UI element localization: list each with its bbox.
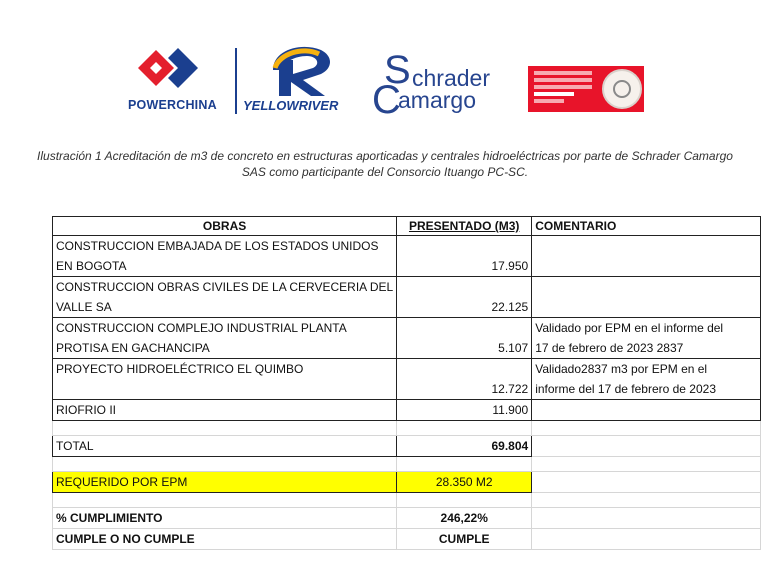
cumplimiento-label: % CUMPLIMIENTO bbox=[53, 508, 397, 529]
header-obras: OBRAS bbox=[53, 217, 397, 236]
obra-value: 5.107 bbox=[397, 338, 532, 359]
table-row bbox=[53, 400, 761, 421]
schrader-initial: S bbox=[384, 48, 411, 92]
concrete-volume-table bbox=[52, 216, 761, 550]
cumple-value: CUMPLE bbox=[397, 529, 532, 550]
obra-name: RIOFRIO II bbox=[53, 400, 397, 421]
obra-name: PROTISA EN GACHANCIPA bbox=[53, 338, 397, 359]
requerido-value: 28.350 M2 bbox=[397, 472, 532, 493]
table-row bbox=[53, 359, 761, 380]
obra-comment: Validado2837 m3 por EPM en el bbox=[532, 359, 761, 380]
obra-value: 11.900 bbox=[397, 400, 532, 421]
header-presentado: PRESENTADO (M3) bbox=[397, 217, 532, 236]
schrader-word: chrader bbox=[412, 65, 490, 91]
obra-comment: Validado por EPM en el informe del bbox=[532, 318, 761, 339]
obra-name bbox=[53, 379, 397, 400]
powerchina-wordmark: POWERCHINA bbox=[128, 98, 217, 112]
bureau-veritas-certification-badge bbox=[528, 66, 644, 112]
obra-name: EN BOGOTA bbox=[53, 256, 397, 277]
requerido-label: REQUERIDO POR EPM bbox=[53, 472, 397, 493]
obra-value: 17.950 bbox=[397, 256, 532, 277]
table-row bbox=[53, 277, 761, 298]
table-row bbox=[53, 256, 761, 277]
cumplimiento-value: 246,22% bbox=[397, 508, 532, 529]
obra-name: VALLE SA bbox=[53, 297, 397, 318]
obra-name: PROYECTO HIDROELÉCTRICO EL QUIMBO bbox=[53, 359, 397, 380]
obra-name: CONSTRUCCION COMPLEJO INDUSTRIAL PLANTA bbox=[53, 318, 397, 339]
table-row bbox=[53, 379, 761, 400]
certification-text-lines bbox=[534, 71, 592, 106]
logo-bar bbox=[0, 0, 770, 130]
table-row bbox=[53, 297, 761, 318]
cumple-label: CUMPLE O NO CUMPLE bbox=[53, 529, 397, 550]
table-row bbox=[53, 236, 761, 257]
obra-comment: 17 de febrero de 2023 2837 bbox=[532, 338, 761, 359]
obra-comment bbox=[532, 236, 761, 257]
header-comentario: COMENTARIO bbox=[532, 217, 761, 236]
yellowriver-wordmark: YELLOWRIVER bbox=[243, 98, 339, 113]
obra-comment bbox=[532, 297, 761, 318]
requerido-row bbox=[53, 472, 761, 493]
total-value: 69.804 bbox=[397, 436, 532, 457]
cumplimiento-row bbox=[53, 508, 761, 529]
obra-comment bbox=[532, 256, 761, 277]
figure-caption: Ilustración 1 Acreditación de m3 de concreto en estructuras aporticadas y centrales hidroeléctricas por parte de Schrader Camargo SAS como participante del Consorcio Ituango PC-SC. bbox=[37, 149, 733, 179]
obra-name: CONSTRUCCION OBRAS CIVILES DE LA CERVECERIA DEL bbox=[53, 277, 397, 298]
obra-name: CONSTRUCCION EMBAJADA DE LOS ESTADOS UNIDOS bbox=[53, 236, 397, 257]
obra-comment: informe del 17 de febrero de 2023 bbox=[532, 379, 761, 400]
obra-value: 22.125 bbox=[397, 297, 532, 318]
camargo-initial: C bbox=[372, 78, 401, 122]
schrader-camargo-logo bbox=[372, 48, 512, 124]
obra-value: 12.722 bbox=[397, 379, 532, 400]
table-row bbox=[53, 318, 761, 339]
bureau-veritas-seal-icon bbox=[602, 69, 642, 109]
total-row bbox=[53, 436, 761, 457]
obra-comment bbox=[532, 277, 761, 298]
logo-divider bbox=[235, 48, 237, 114]
table-row bbox=[53, 338, 761, 359]
total-label: TOTAL bbox=[53, 436, 397, 457]
cumple-row bbox=[53, 529, 761, 550]
table-header-row bbox=[53, 217, 761, 236]
yellowriver-logo bbox=[263, 40, 343, 100]
camargo-word: amargo bbox=[398, 87, 476, 113]
